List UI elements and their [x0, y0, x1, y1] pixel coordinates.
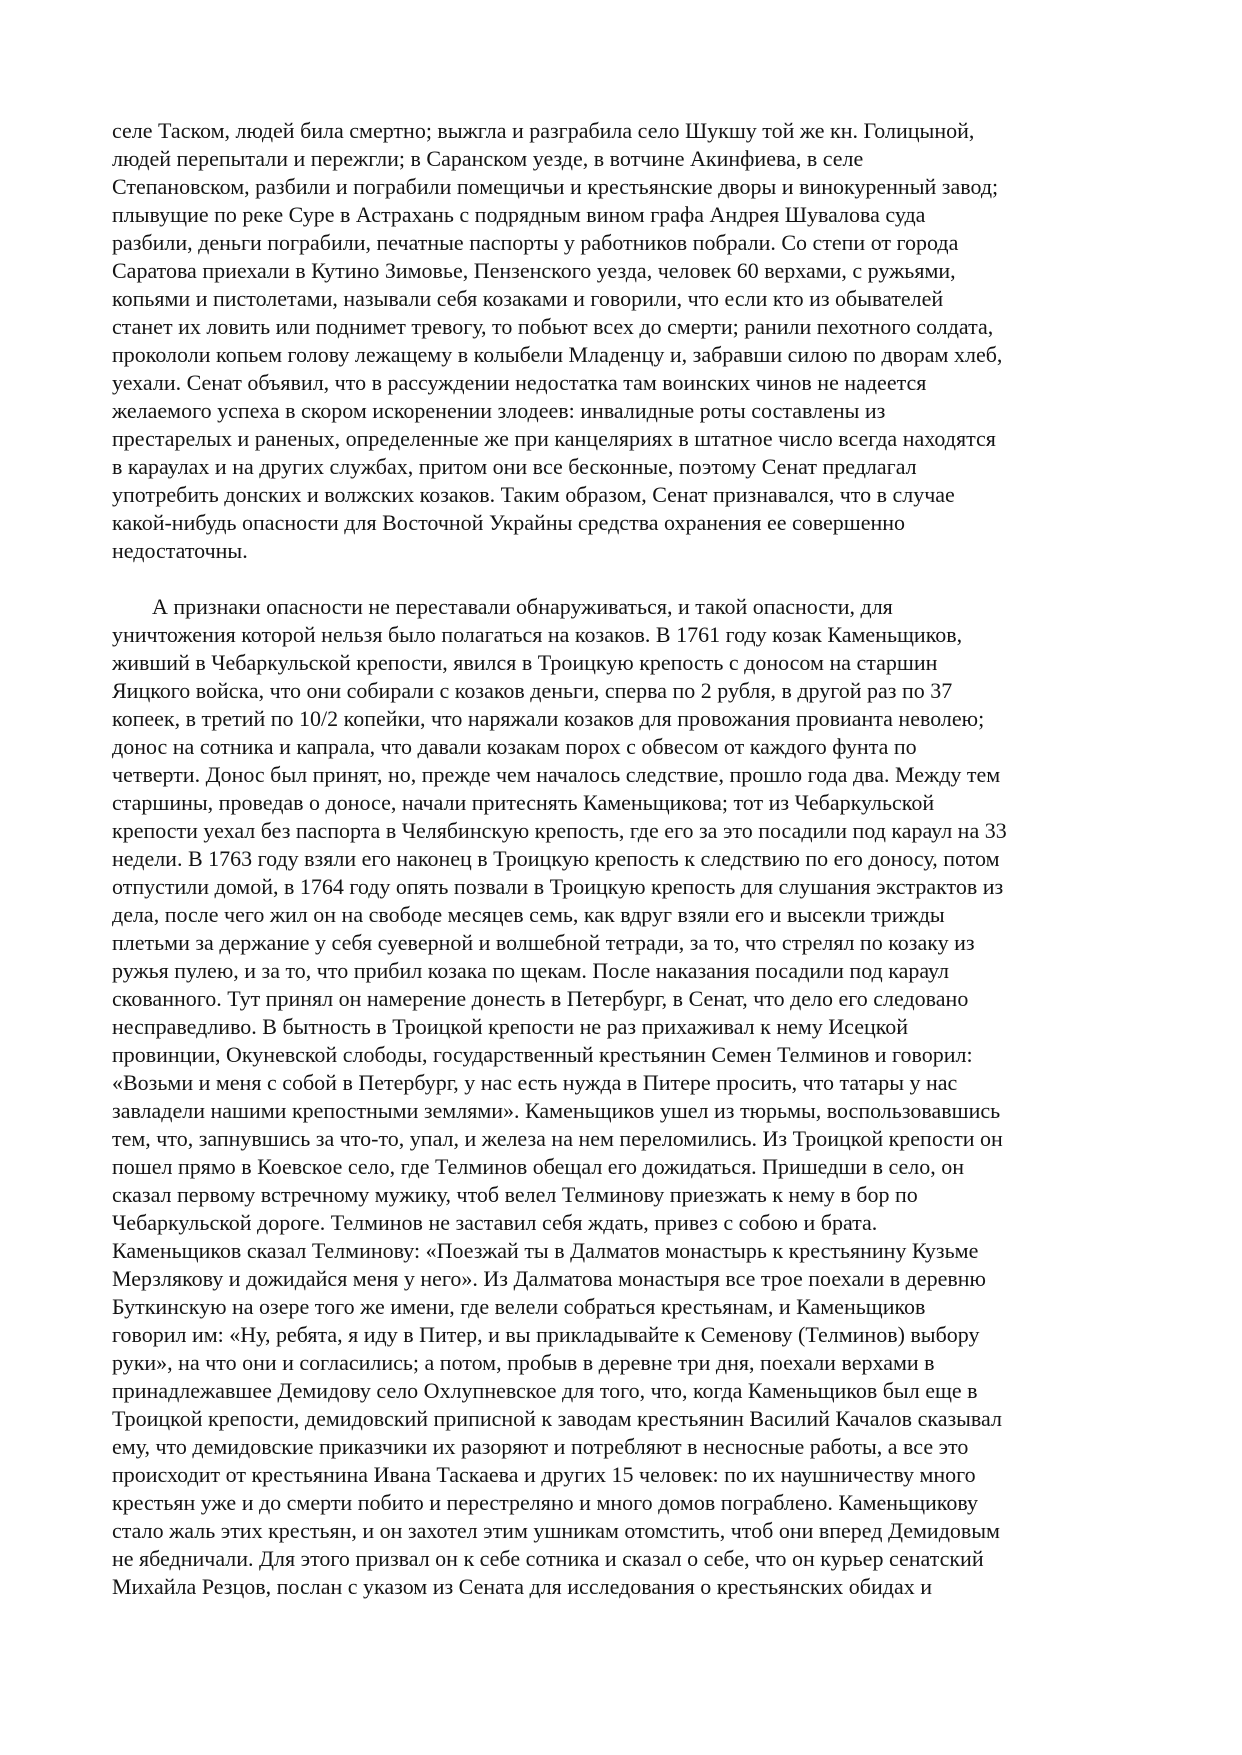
text-line: отпустили домой, в 1764 году опять позвали в Троицкую крепость для слушания экстрактов из	[112, 874, 1004, 899]
text-line: какой-нибудь опасности для Восточной Украйны средства охранения ее совершенно	[112, 510, 906, 535]
text-line: престарелых и раненых, определенные же при канцеляриях в штатное число всегда находятся	[112, 426, 996, 451]
text-line: живший в Чебаркульской крепости, явился в Троицкую крепость с доносом на старшин	[112, 650, 938, 675]
text-line: Буткинскую на озере того же имени, где велели собраться крестьянам, и Каменьщиков	[112, 1294, 926, 1319]
text-line: принадлежавшее Демидову село Охлупневское для того, что, когда Каменьщиков был еще в	[112, 1378, 978, 1403]
text-line: Михайла Резцов, послан с указом из Сената для исследования о крестьянских обидах и	[112, 1574, 932, 1599]
text-line: скованного. Тут принял он намерение донесть в Петербург, в Сенат, что дело его следовано	[112, 986, 969, 1011]
text-line: Яицкого войска, что они собирали с козаков деньги, сперва по 2 рубля, в другой раз по 37	[112, 678, 953, 703]
text-line: уничтожения которой нельзя было полагаться на козаков. В 1761 году козак Каменьщиков,	[112, 622, 963, 647]
paragraph-1	[112, 117, 1132, 565]
text-line: употребить донских и волжских козаков. Таким образом, Сенат признавался, что в случае	[112, 482, 955, 507]
text-line: завладели нашими крепостными землями». Каменьщиков ушел из тюрьмы, воспользовавшись	[112, 1098, 1001, 1123]
text-line: донос на сотника и капрала, что давали козакам порох с обвесом от каждого фунта по	[112, 734, 917, 759]
text-line: станет их ловить или поднимет тревогу, то побьют всех до смерти; ранили пехотного солдата,	[112, 314, 994, 339]
text-line: недели. В 1763 году взяли его наконец в Троицкую крепость к следствию по его доносу, потом	[112, 846, 1000, 871]
text-line: Степановском, разбили и пограбили помещичьи и крестьянские дворы и винокуренный завод;	[112, 174, 999, 199]
text-line: руки», на что они и согласились; а потом, пробыв в деревне три дня, поехали верхами в	[112, 1350, 935, 1375]
text-line: плетьми за держание у себя суеверной и волшебной тетради, за то, что стрелял по козаку из	[112, 930, 975, 955]
text-line: дела, после чего жил он на свободе месяцев семь, как вдруг взяли его и высекли трижды	[112, 902, 945, 927]
text-line: Мерзлякову и дожидайся меня у него». Из Далматова монастыря все трое поехали в деревню	[112, 1266, 986, 1291]
text-line-first: А признаки опасности не переставали обнаруживаться, и такой опасности, для	[152, 594, 893, 619]
text-line: провинции, Окуневской слободы, государственный крестьянин Семен Телминов и говорил:	[112, 1042, 973, 1067]
paragraph-2	[112, 593, 1132, 1601]
text-line: ружья пулею, и за то, что прибил козака по щекам. После наказания посадили под караул	[112, 958, 950, 983]
text-line: «Возьми и меня с собой в Петербург, у нас есть нужда в Питере просить, что татары у нас	[112, 1070, 958, 1095]
text-line: копьями и пистолетами, называли себя козаками и говорили, что если кто из обывателей	[112, 286, 944, 311]
text-line: тем, что, запнувшись за что-то, упал, и железа на нем переломились. Из Троицкой крепости он	[112, 1126, 1003, 1151]
text-line: ему, что демидовские приказчики их разоряют и потребляют в несносные работы, а все это	[112, 1434, 969, 1459]
text-line: Чебаркульской дороге. Телминов не заставил себя ждать, привез с собою и брата.	[112, 1210, 878, 1235]
text-line: происходит от крестьянина Ивана Таскаева и других 15 человек: по их наушничеству много	[112, 1462, 976, 1487]
text-line: не ябедничали. Для этого призвал он к себе сотника и сказал о себе, что он курьер сенатский	[112, 1546, 984, 1571]
text-line: уехали. Сенат объявил, что в рассуждении недостатка там воинских чинов не надеется	[112, 370, 927, 395]
text-line: четверти. Донос был принят, но, прежде чем началось следствие, прошло года два. Между тем	[112, 762, 1001, 787]
text-line: копеек, в третий по 10/2 копейки, что наряжали козаков для провожания провианта неволею;	[112, 706, 985, 731]
text-line: разбили, деньги пограбили, печатные паспорты у работников побрали. Со степи от города	[112, 230, 959, 255]
text-line: селе Таском, людей била смертно; выжгла и разграбила село Шукшу той же кн. Голицыной,	[112, 118, 975, 143]
text-line: старшины, проведав о доносе, начали притеснять Каменьщикова; тот из Чебаркульской	[112, 790, 935, 815]
text-line: стало жаль этих крестьян, и он захотел этим ушникам отомстить, чтоб они вперед Демидовым	[112, 1518, 1000, 1543]
text-line: сказал первому встречному мужику, чтоб велел Телминову приезжать к нему в бор по	[112, 1182, 918, 1207]
text-line: пошел прямо в Коевское село, где Телминов обещал его дожидаться. Пришедши в село, он	[112, 1154, 965, 1179]
text-line: в караулах и на других службах, притом они все бесконные, поэтому Сенат предлагал	[112, 454, 917, 479]
text-line: прокололи копьем голову лежащему в колыбели Младенцу и, забравши силою по дворам хлеб,	[112, 342, 1003, 367]
text-line: недостаточны.	[112, 538, 248, 563]
text-line: Троицкой крепости, демидовский приписной к заводам крестьянин Василий Качалов сказывал	[112, 1406, 1002, 1431]
text-line: Саратова приехали в Кутино Зимовье, Пензенского уезда, человек 60 верхами, с ружьями,	[112, 258, 956, 283]
text-line: желаемого успеха в скором искоренении злодеев: инвалидные роты составлены из	[112, 398, 886, 423]
text-line: плывущие по реке Суре в Астрахань с подрядным вином графа Андрея Шувалова суда	[112, 202, 926, 227]
text-line: несправедливо. В бытность в Троицкой крепости не раз прихаживал к нему Исецкой	[112, 1014, 909, 1039]
text-line: Каменьщиков сказал Телминову: «Поезжай ты в Далматов монастырь к крестьянину Кузьме	[112, 1238, 979, 1263]
text-line: крестьян уже и до смерти побито и перестреляно и много домов пограблено. Каменьщикову	[112, 1490, 978, 1515]
text-line: людей перепытали и пережгли; в Саранском уезде, в вотчине Акинфиева, в селе	[112, 146, 864, 171]
text-line: крепости уехал без паспорта в Челябинскую крепость, где его за это посадили под караул на 33	[112, 818, 1007, 843]
text-line: говорил им: «Ну, ребята, я иду в Питер, и вы прикладывайте к Семенову (Телминов) выбору	[112, 1322, 980, 1347]
